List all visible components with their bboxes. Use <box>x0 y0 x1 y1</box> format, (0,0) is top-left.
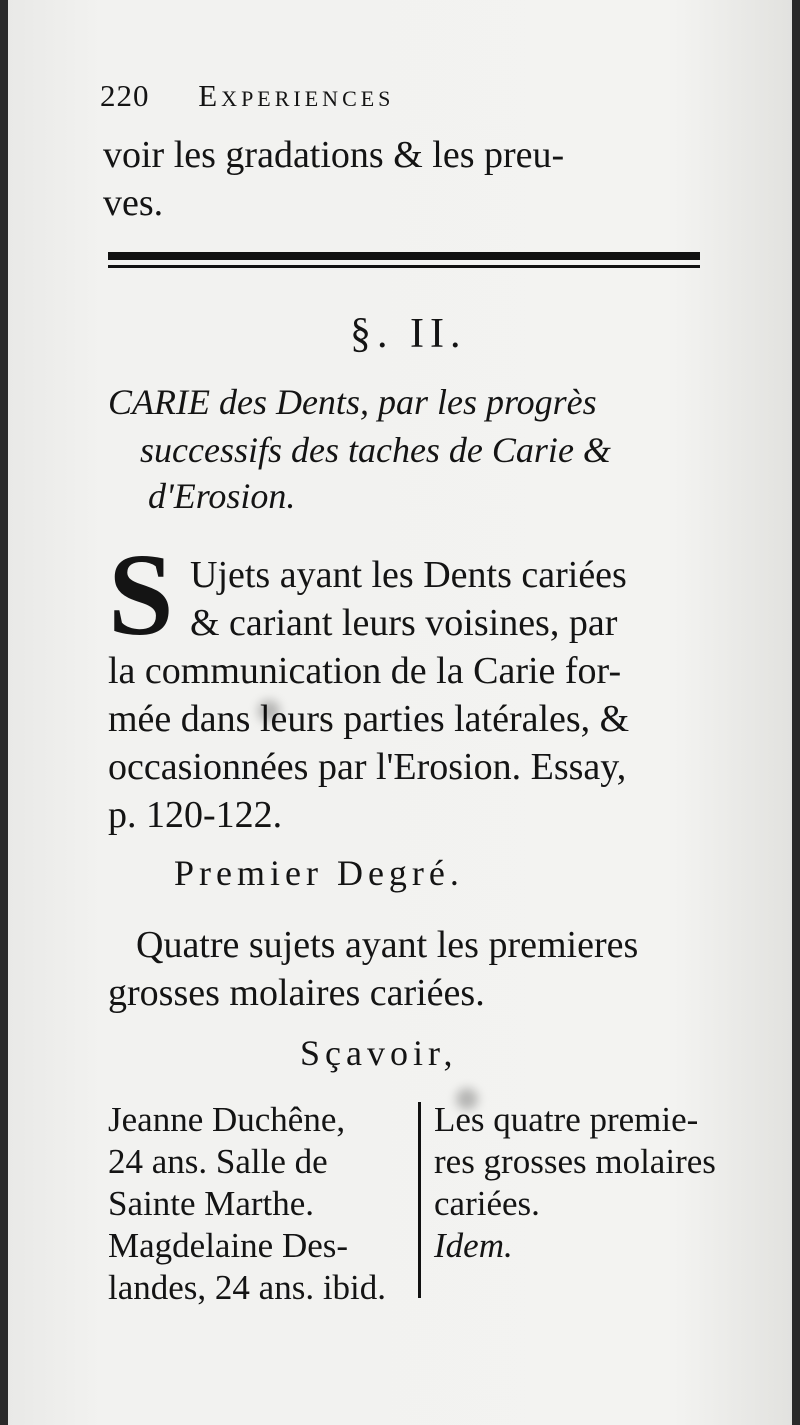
table-left-line: 24 ans. Salle de <box>108 1142 328 1181</box>
carryover-line-2: ves. <box>103 182 164 224</box>
section-heading-line-1: CARIE des Dents, par les progrès <box>108 382 597 422</box>
body-line: la communication de la Carie for- <box>108 650 622 692</box>
table-left-line: landes, 24 ans. ibid. <box>108 1268 387 1307</box>
table-right-line: Idem. <box>434 1226 513 1265</box>
section-heading-line-3: d'Erosion. <box>148 476 296 516</box>
running-head <box>100 78 394 114</box>
table-column-rule <box>418 1102 421 1298</box>
drop-cap: S <box>108 529 174 660</box>
running-title: Experiences <box>198 78 395 113</box>
table-left-line: Sainte Marthe. <box>108 1184 315 1223</box>
book-page <box>8 0 792 1425</box>
table-left-line: Magdelaine Des- <box>108 1226 349 1265</box>
section-number: §. II. <box>350 311 467 357</box>
body-line: p. 120-122. <box>108 794 283 836</box>
degree-text-line-1: Quatre sujets ayant les premieres <box>136 924 639 966</box>
table-right-line: Les quatre premie- <box>434 1100 699 1139</box>
ink-smudge <box>258 700 280 722</box>
section-divider-thick <box>108 252 700 260</box>
carryover-line-1: voir les gradations & les preu- <box>103 134 565 176</box>
section-divider-thin <box>108 265 700 268</box>
page-number: 220 <box>100 78 150 113</box>
savoir-heading: Sçavoir, <box>300 1033 458 1073</box>
degree-text-line-2: grosses molaires cariées. <box>108 972 485 1014</box>
body-line: Ujets ayant les Dents cariées <box>190 554 627 596</box>
section-heading-line-2: successifs des taches de Carie & <box>140 430 611 470</box>
ink-smudge <box>456 1088 478 1110</box>
table-right-line: res grosses molaires <box>434 1142 716 1181</box>
table-right-line: cariées. <box>434 1184 540 1223</box>
body-line: & cariant leurs voisines, par <box>190 602 618 644</box>
body-line: occasionnées par l'Erosion. Essay, <box>108 746 627 788</box>
body-line: mée dans leurs parties latérales, & <box>108 698 630 740</box>
degree-title: Premier Degré. <box>174 853 464 893</box>
table-left-line: Jeanne Duchêne, <box>108 1100 346 1139</box>
